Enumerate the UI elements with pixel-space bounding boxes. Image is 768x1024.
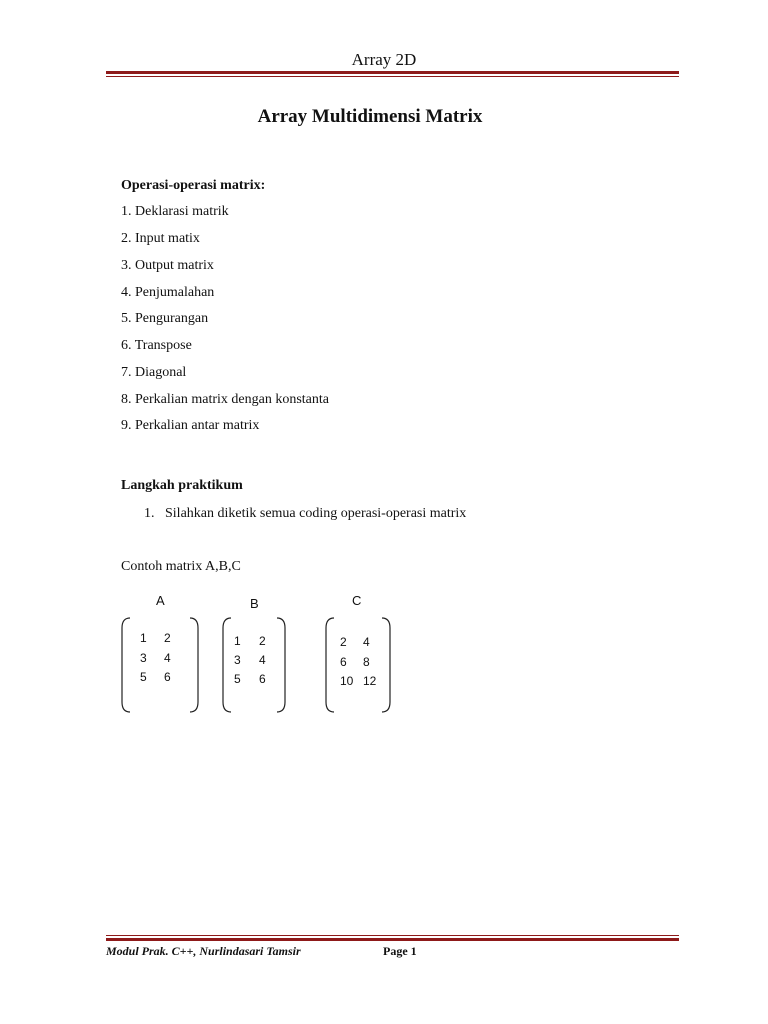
footer-rule	[106, 935, 679, 941]
footer-page-number: Page 1	[383, 944, 417, 958]
list-item: 5. Pengurangan	[121, 311, 209, 326]
list-item: 8. Perkalian matrix dengan konstanta	[121, 392, 329, 407]
matrix-label: C	[352, 593, 362, 608]
operations-heading: Operasi-operasi matrix:	[121, 178, 266, 193]
matrix-label: A	[156, 593, 165, 608]
matrix-cell: 2	[340, 635, 347, 649]
matrix-cell: 6	[259, 672, 266, 686]
steps-heading: Langkah praktikum	[121, 478, 243, 493]
matrix-cell: 10	[340, 674, 354, 688]
matrix-cell: 8	[363, 655, 370, 669]
matrix-label: B	[250, 596, 259, 611]
matrix-cell: 5	[234, 672, 241, 686]
bracket-icon	[219, 616, 289, 714]
matrix-cell: 3	[140, 651, 147, 665]
matrix-a	[118, 590, 202, 720]
matrix-c	[322, 590, 394, 720]
header-title: Array 2D	[351, 50, 417, 69]
document-title: Array Multidimensi Matrix	[257, 106, 483, 127]
list-item: 2. Input matix	[121, 231, 200, 246]
matrix-cell: 5	[140, 670, 147, 684]
example-caption: Contoh matrix A,B,C	[121, 559, 241, 574]
header-rule	[106, 71, 679, 77]
matrix-b	[219, 590, 289, 720]
step-item: 1. Silahkan diketik semua coding operasi-operasi matrix	[144, 506, 467, 521]
list-item: 3. Output matrix	[121, 258, 214, 273]
matrix-cell: 12	[363, 674, 377, 688]
list-item: 4. Penjumalahan	[121, 285, 215, 300]
matrix-cell: 6	[164, 670, 171, 684]
matrix-cell: 2	[259, 634, 266, 648]
matrix-cell: 4	[259, 653, 266, 667]
matrix-cell: 6	[340, 655, 347, 669]
bracket-icon	[322, 616, 394, 714]
list-item: 6. Transpose	[121, 338, 192, 353]
bracket-icon	[118, 616, 202, 714]
list-item: 9. Perkalian antar matrix	[121, 418, 260, 433]
footer-module: Modul Prak. C++, Nurlindasari Tamsir	[106, 944, 301, 958]
list-item: 7. Diagonal	[121, 365, 187, 380]
matrix-cell: 1	[140, 631, 147, 645]
list-item: 1. Deklarasi matrik	[121, 204, 229, 219]
matrix-cell: 4	[363, 635, 370, 649]
matrix-cell: 2	[164, 631, 171, 645]
matrix-cell: 3	[234, 653, 241, 667]
matrix-cell: 1	[234, 634, 241, 648]
matrix-cell: 4	[164, 651, 171, 665]
